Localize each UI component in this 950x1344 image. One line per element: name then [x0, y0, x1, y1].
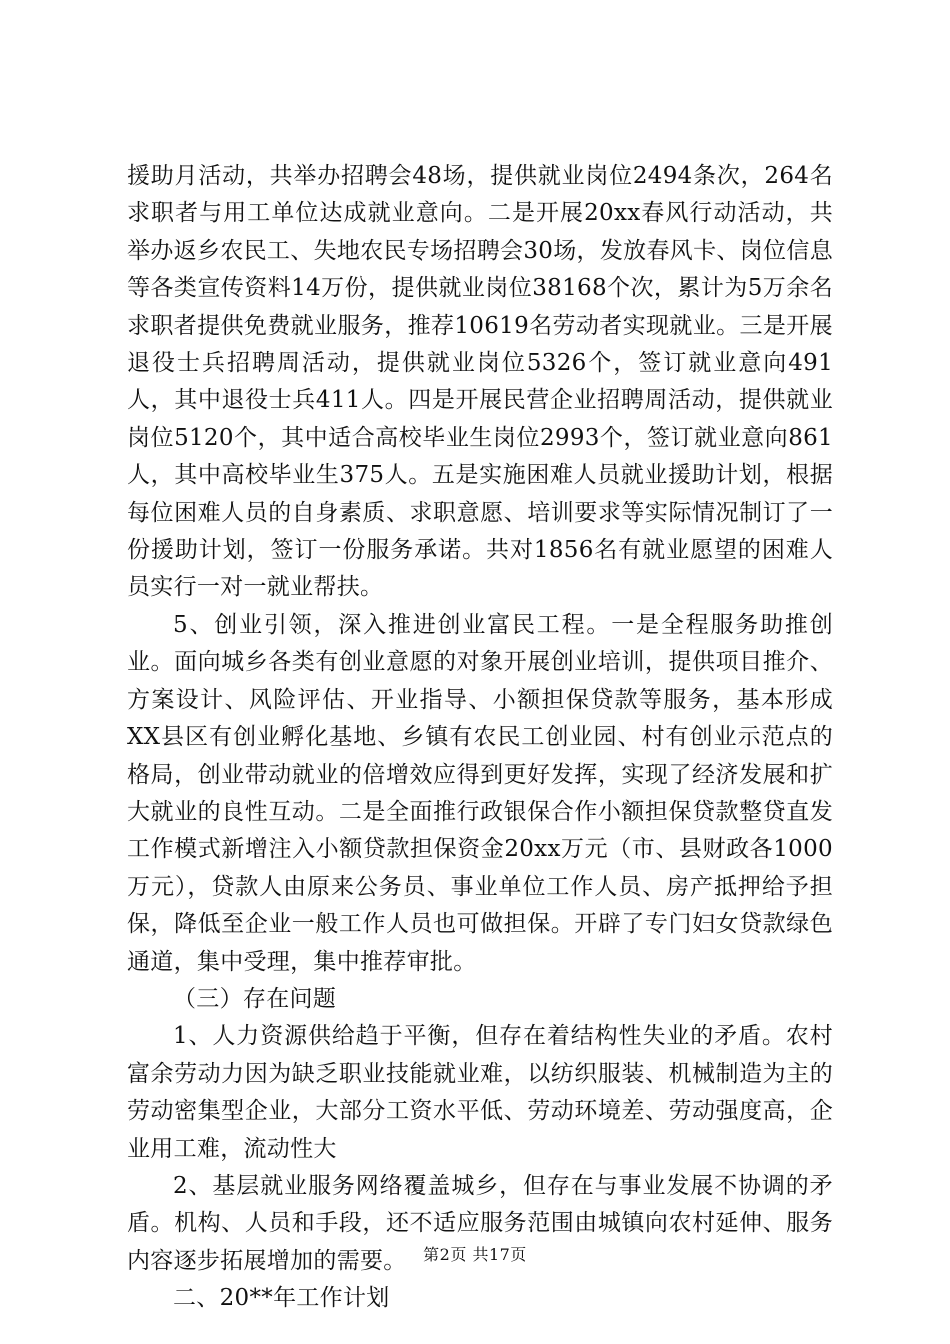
document-body — [127, 158, 833, 1318]
paragraph-entrepreneurship: 5、创业引领，深入推进创业富民工程。一是全程服务助推创业。面向城乡各类有创业意愿的对象开展创业培训，提供项目推介、方案设计、风险评估、开业指导、小额担保贷款等服务，基本形成XX县区有创业孵化基地、乡镇有农民工创业园、村有创业示范点的格局，创业带动就业的倍增效应得到更好发挥，实现了经济发展和扩大就业的良性互动。二是全面推行政银保合作小额担保贷款整贷直发工作模式新增注入小额贷款担保资金20xx万元（市、县财政各1000万元），贷款人由原来公务员、事业单位工作人员、房产抵押给予担保，降低至企业一般工作人员也可做担保。开辟了专门妇女贷款绿色通道，集中受理，集中推荐审批。 — [127, 611, 833, 975]
paragraph-problem-2: 2、基层就业服务网络覆盖城乡，但存在与事业发展不协调的矛盾。机构、人员和手段，还不适应服务范围由城镇向农村延伸、服务内容逐步拓展增加的需要。 — [127, 1172, 833, 1274]
paragraph-problem-1: 1、人力资源供给趋于平衡，但存在着结构性失业的矛盾。农村富余劳动力因为缺乏职业技能就业难，以纺织服装、机械制造为主的劳动密集型企业，大部分工资水平低、劳动环境差、劳动强度高，企业用工难，流动性大 — [127, 1023, 833, 1162]
page-number-footer: 第2页 共17页 — [423, 1245, 527, 1264]
section-heading-existing-problems: （三）存在问题 — [173, 985, 337, 1012]
paragraph-employment-assistance: 援助月活动，共举办招聘会48场，提供就业岗位2494条次，264名求职者与用工单位达成就业意向。二是开展20xx春风行动活动，共举办返乡农民工、失地农民专场招聘会30场，发放春风卡、岗位信息等各类宣传资料14万份，提供就业岗位38168个次，累计为5万余名求职者提供免费就业服务，推荐10619名劳动者实现就业。三是开展退役士兵招聘周活动，提供就业岗位5326个，签订就业意向491人，其中退役士兵411人。四是开展民营企业招聘周活动，提供就业岗位5120个，其中适合高校毕业生岗位2993个，签订就业意向861人，其中高校毕业生375人。五是实施困难人员就业援助计划，根据每位困难人员的自身素质、求职意愿、培训要求等实际情况制订了一份援助计划，签订一份服务承诺。共对1856名有就业愿望的困难人员实行一对一就业帮扶。 — [127, 163, 833, 601]
section-heading-work-plan: 二、20**年工作计划 — [173, 1285, 390, 1312]
